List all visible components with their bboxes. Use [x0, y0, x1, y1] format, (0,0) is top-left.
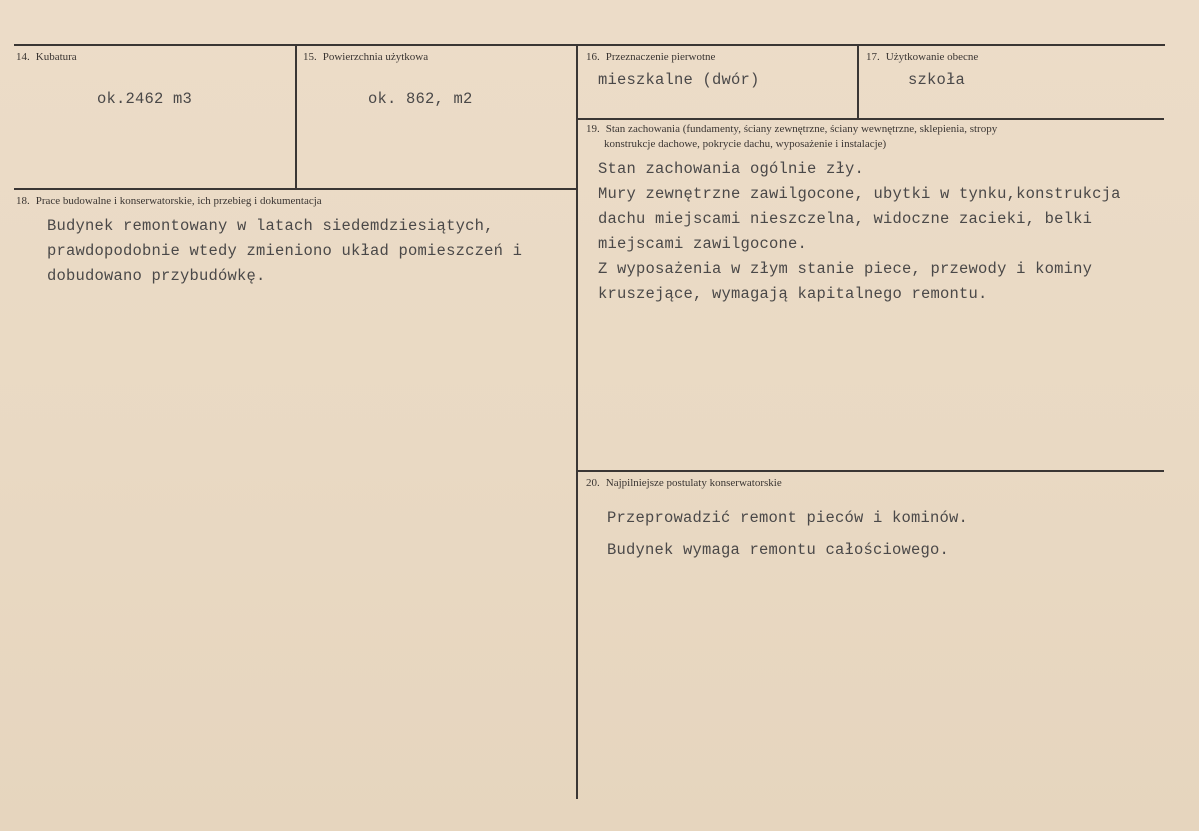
field-20-line-1: Przeprowadzić remont pieców i kominów.	[607, 509, 969, 527]
field-19-label-cont: konstrukcje dachowe, pokrycie dachu, wyposażenie i instalacje)	[604, 138, 887, 150]
field-14-value: ok.2462 m3	[97, 90, 193, 108]
field-18-label: 18. Prace budowalne i konserwatorskie, ich przebieg i dokumentacja	[16, 195, 322, 207]
field-16-label: 16. Przeznaczenie pierwotne	[586, 51, 716, 63]
field-19-line: dachu miejscami nieszczelna, widoczne zacieki, belki	[598, 210, 1093, 228]
field-16-value: mieszkalne (dwór)	[598, 71, 760, 89]
field-19-line: kruszejące, wymagają kapitalnego remontu.	[598, 285, 988, 303]
field-19-text	[598, 157, 1121, 307]
field-17-value: szkoła	[908, 71, 966, 89]
field-15-value: ok. 862, m2	[368, 90, 473, 108]
field-19-label: 19. Stan zachowania (fundamenty, ściany zewnętrzne, ściany wewnętrzne, sklepienia, stropy	[586, 123, 998, 135]
field-19-line: miejscami zawilgocone.	[598, 235, 808, 253]
main-divider	[576, 46, 578, 799]
field-14-label: 14. Kubatura	[16, 51, 77, 63]
rule-under-14-15	[14, 188, 576, 190]
field-20-line-2: Budynek wymaga remontu całościowego.	[607, 541, 950, 559]
field-18-line: dobudowano przybudówkę.	[47, 267, 266, 285]
top-rule	[14, 44, 1165, 46]
divider-16-17	[857, 46, 859, 118]
rule-under-16-17	[578, 118, 1164, 120]
field-18-text	[47, 214, 522, 289]
field-20-label: 20. Najpilniejsze postulaty konserwatorskie	[586, 477, 782, 489]
field-19-line: Stan zachowania ogólnie zły.	[598, 160, 865, 178]
field-19-line: Z wyposażenia w złym stanie piece, przewody i kominy	[598, 260, 1093, 278]
field-17-label: 17. Użytkowanie obecne	[866, 51, 979, 63]
field-19-line: Mury zewnętrzne zawilgocone, ubytki w tynku,konstrukcja	[598, 185, 1121, 203]
divider-14-15	[295, 46, 297, 188]
rule-above-20	[578, 470, 1164, 472]
field-18-line: Budynek remontowany w latach siedemdziesiątych,	[47, 217, 494, 235]
field-15-label: 15. Powierzchnia użytkowa	[303, 51, 429, 63]
field-18-line: prawdopodobnie wtedy zmieniono układ pomieszczeń i	[47, 242, 523, 260]
